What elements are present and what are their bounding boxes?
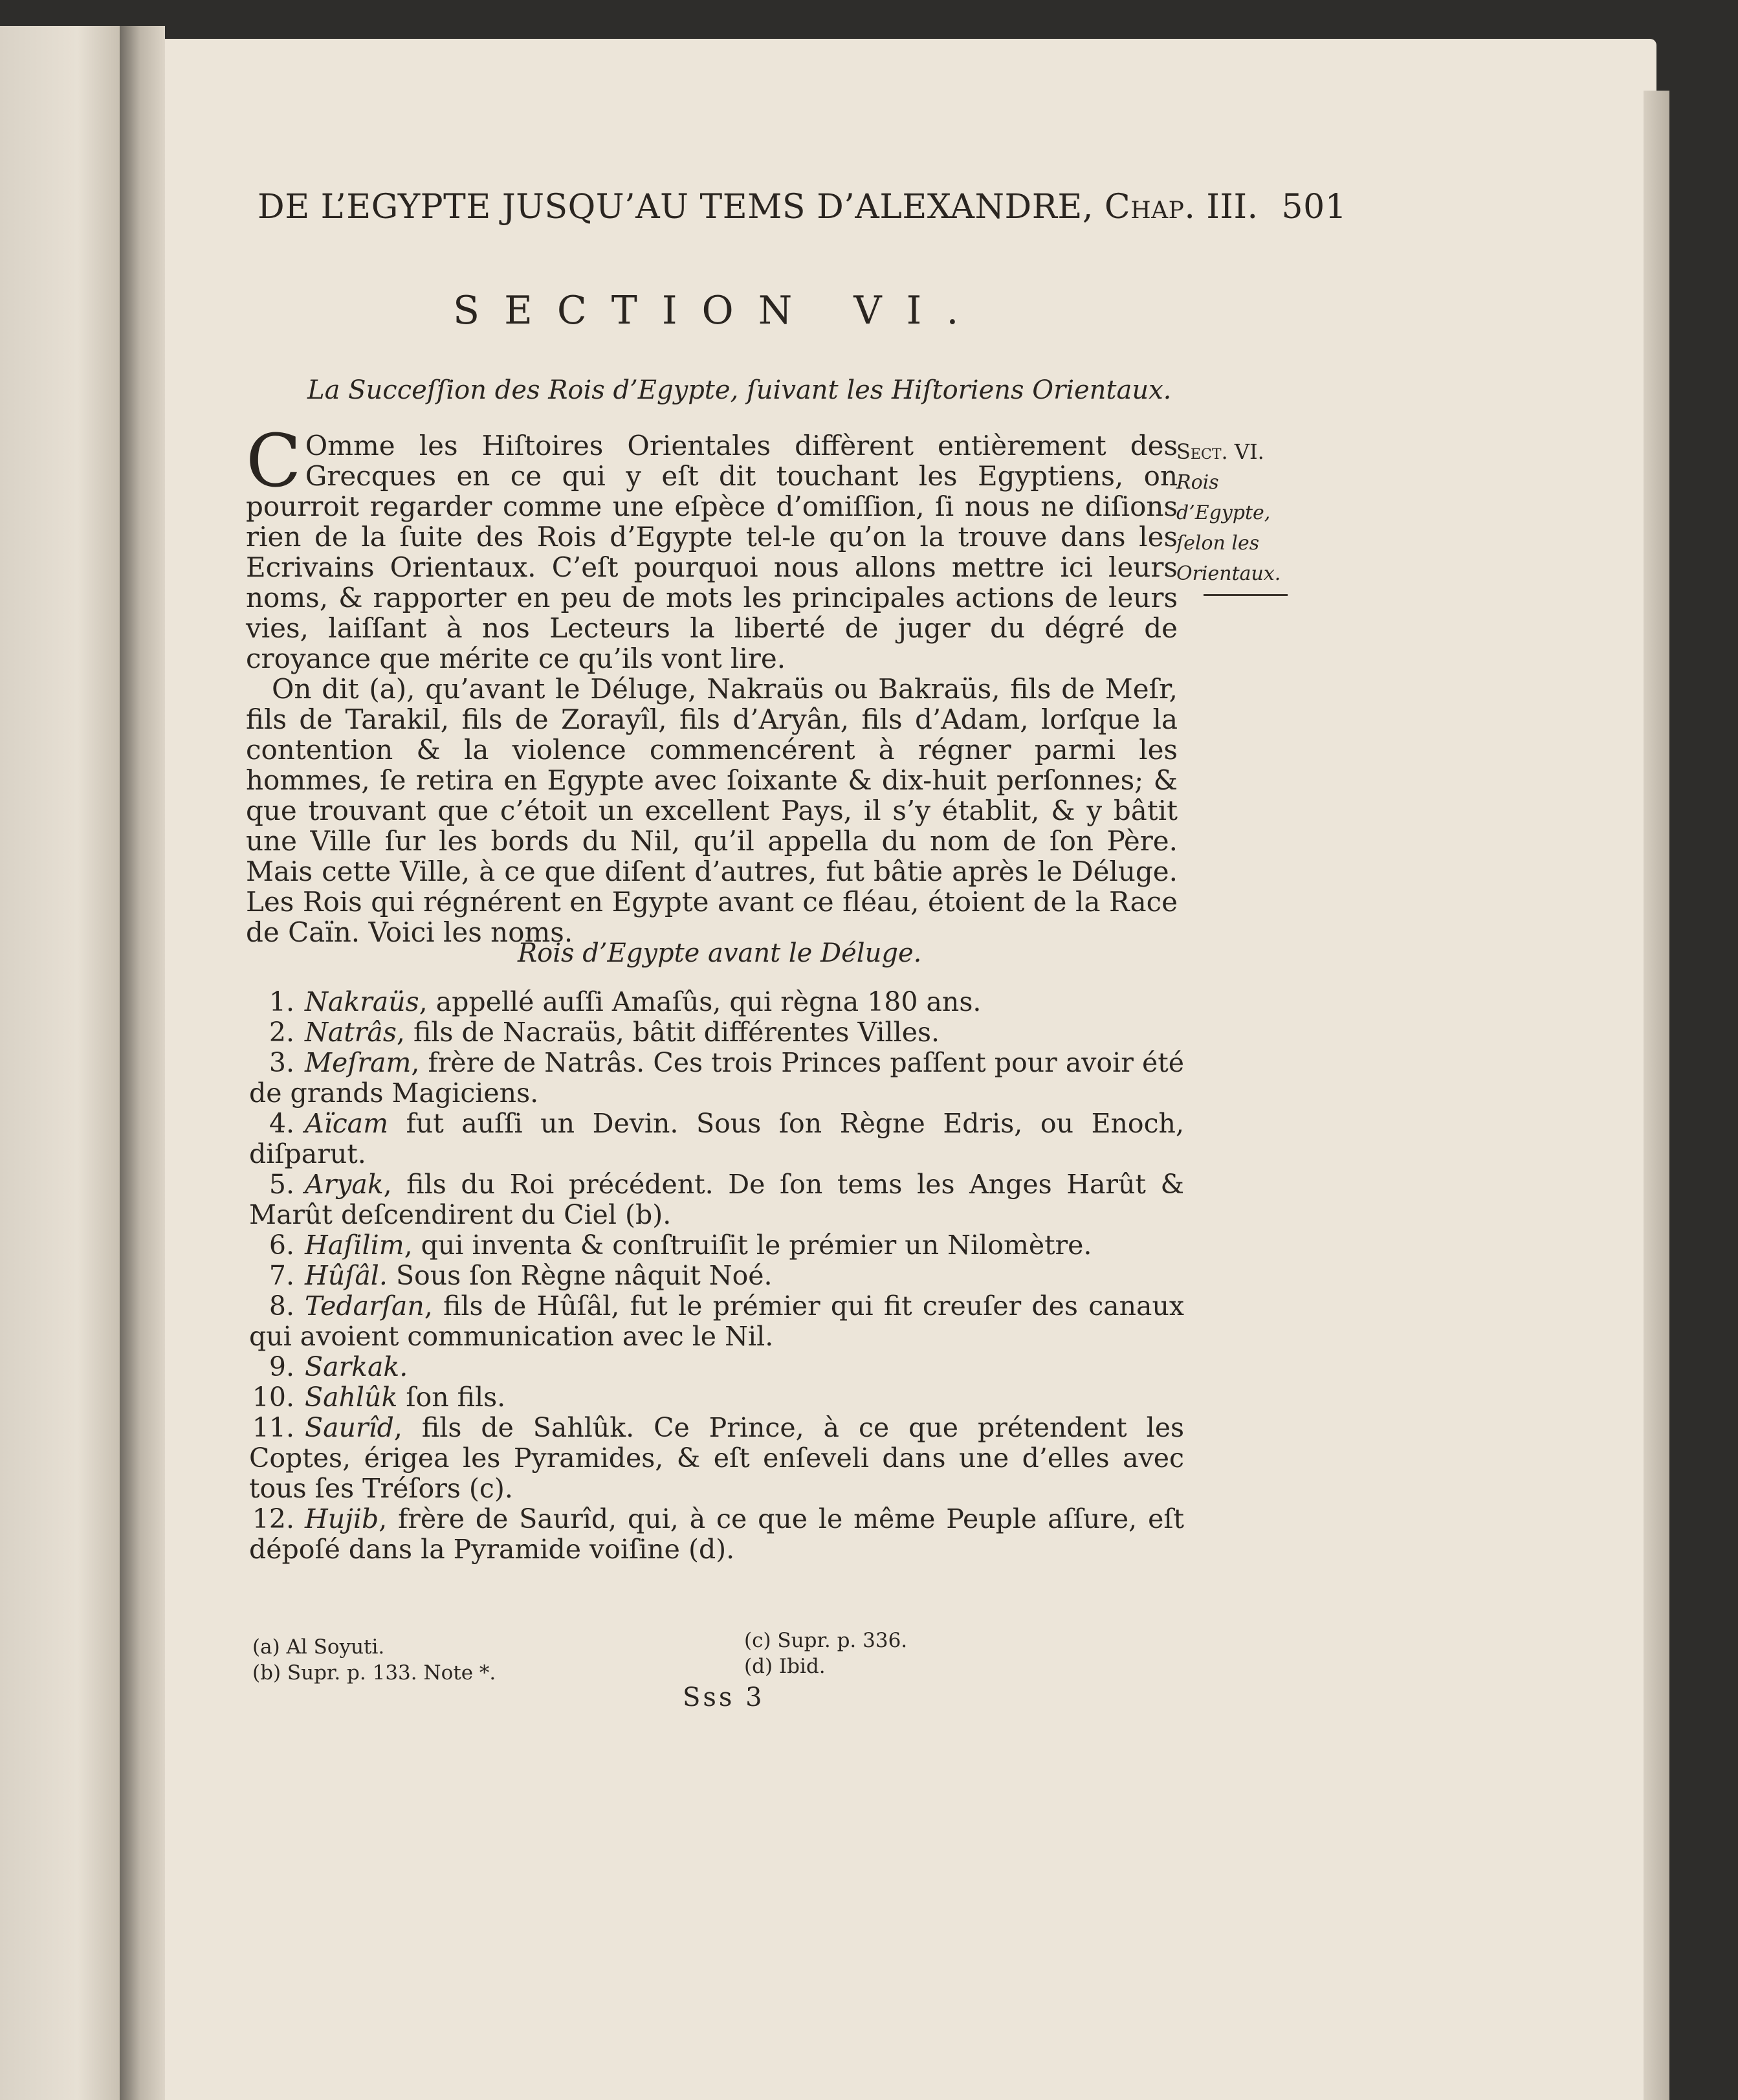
- running-title: DE L’EGYPTE JUSQU’AU TEMS D’ALEXANDRE: [258, 188, 1083, 227]
- footnote-a: (a) Al Soyuti.: [252, 1635, 385, 1659]
- list-item: 12. Hujib, frère de Saurîd, qui, à ce que le même Peuple aſſure, eſt dépoſé dans la Pyramide voiſine (d).: [249, 1503, 1184, 1565]
- footnote-c: (c) Supr. p. 336.: [744, 1629, 908, 1652]
- list-item: 10. Sahlûk ſon fils.: [252, 1382, 506, 1413]
- footnotes-right: [744, 1628, 907, 1679]
- signature-mark: Sss 3: [683, 1683, 765, 1712]
- list-item: 6. Haſilim, qui inventa & conſtruiſit le prémier un Nilomètre.: [269, 1230, 1092, 1261]
- section-title: SECTION VI.: [453, 288, 984, 333]
- list-item: 3. Meſram, frère de Natrâs. Ces trois Princes paſſent pour avoir été de grands Magiciens.: [249, 1047, 1184, 1109]
- list-item: 4. Aïcam fut auſſi un Devin. Sous ſon Règne Edris, ou Enoch, diſparut.: [249, 1108, 1184, 1169]
- kings-list: [249, 987, 1184, 1565]
- intro-paragraph-1: C Omme les Hiſtoires Orientales diffèrent entièrement des Grecques en ce qui y eſt dit touchant les Egyptiens, on pourroit regarder comme une eſpèce d’omiſſion, ſi nous ne diſions rien de la ſuite des Rois d’Egypte tel-le qu’on la trouve dans les Ecrivains Orientaux. C’eſt pourquoi nous allons mettre ici leurs noms, & rapporter en peu de mots les principales actions de leurs vies, laiſſant à nos Lecteurs la liberté de juger du dégré de croyance que mérite ce qu’ils vont lire.: [246, 419, 1178, 674]
- book-gutter: [120, 26, 165, 2100]
- section-subtitle: La Succeſſion des Rois d’Egypte, ſuivant les Hiſtoriens Orientaux.: [307, 375, 1172, 405]
- list-item: 5. Aryak, fils du Roi précédent. De ſon tems les Anges Harût & Marût deſcendirent du Ciel (b).: [249, 1169, 1184, 1230]
- list-item: 11. Saurîd, fils de Sahlûk. Ce Prince, à ce que prétendent les Coptes, érigea les Pyramides, & eſt enſeveli dans une d’elles avec tous ſes Tréſors (c).: [249, 1412, 1184, 1504]
- margin-section-ref: Sect. VI.: [1176, 439, 1264, 464]
- list-item: 8. Tedarſan, fils de Hûſâl, fut le prémier qui fit creuſer des canaux qui avoient communication avec le Nil.: [249, 1290, 1184, 1352]
- kings-heading: Rois d’Egypte avant le Déluge.: [518, 938, 922, 968]
- running-head: [258, 188, 1347, 227]
- footnotes-left: [252, 1634, 496, 1686]
- intro-text: [246, 419, 1178, 948]
- list-item: 1. Nakraüs, appellé auſſi Amaſûs, qui règna 180 ans.: [269, 986, 982, 1017]
- list-item: 7. Hûſâl. Sous ſon Règne nâquit Noé.: [269, 1260, 773, 1291]
- margin-label: Rois d’Egypte, ſelon les Orientaux.: [1176, 471, 1281, 585]
- list-item: 2. Natrâs, fils de Nacraüs, bâtit différentes Villes.: [269, 1017, 940, 1048]
- footnote-b: (b) Supr. p. 133. Note *.: [252, 1661, 496, 1685]
- intro-paragraph-2: On dit (a), qu’avant le Déluge, Nakraüs ou Bakraüs, fils de Meſr, fils de Tarakil, fils de Zorayîl, fils d’Aryân, fils d’Adam, lorſque la contention & la violence commencérent à régner parmi les hommes, ſe retira en Egypte avec ſoixante & dix-huit perſonnes; & que trouvant que c’étoit un excellent Pays, il s’y établit, & y bâtit une Ville ſur les bords du Nil, qu’il appella du nom de ſon Père. Mais cette Ville, à ce que diſent d’autres, fut bâtie après le Déluge. Les Rois qui régnérent en Egypte avant ce fléau, étoient de la Race de Caïn. Voici les noms.: [246, 673, 1178, 948]
- drop-cap: C: [246, 419, 302, 503]
- margin-note: [1176, 437, 1306, 589]
- chapter-label: , Chap. III.: [1082, 188, 1259, 227]
- left-page-edge: [0, 26, 129, 2100]
- list-item: 9. Sarkak.: [269, 1351, 408, 1382]
- page-edge: [1644, 91, 1669, 2100]
- page-number: 501: [1281, 188, 1347, 227]
- footnote-d: (d) Ibid.: [744, 1655, 826, 1678]
- margin-rule: [1204, 594, 1288, 596]
